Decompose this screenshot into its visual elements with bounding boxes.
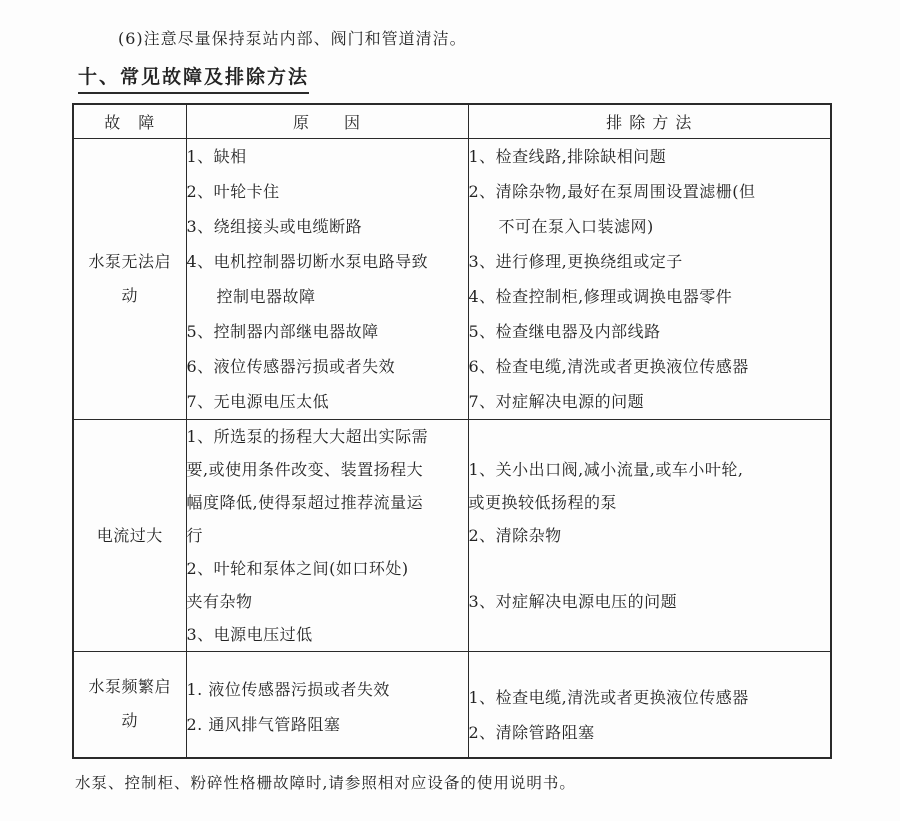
- cell-line: 夹有杂物: [186, 592, 253, 611]
- cell-line: 1、关小出口阀,减小流量,或车小叶轮,: [468, 460, 744, 479]
- fault-line: 电流过大: [96, 526, 163, 545]
- cell-line: 行: [186, 526, 204, 545]
- remedy-cell: [468, 652, 831, 758]
- cell-line: 2、叶轮卡住: [186, 182, 280, 201]
- fault-line: 动: [121, 286, 138, 305]
- cell-line: 2、清除杂物: [468, 526, 562, 545]
- fault-cell: [73, 652, 186, 758]
- cell-line: 5、检查继电器及内部线路: [468, 322, 661, 341]
- column-header-0: 故 障: [73, 104, 186, 139]
- cell-line: 6、检查电缆,清洗或者更换液位传感器: [468, 357, 749, 376]
- cause-cell: [186, 420, 468, 652]
- table-row-2: [73, 652, 831, 758]
- cell-line: 2、清除杂物,最好在泵周围设置滤栅(但: [468, 182, 756, 201]
- column-header-2: 排 除 方 法: [468, 104, 831, 139]
- cell-line: 4、电机控制器切断水泵电路导致: [186, 252, 429, 271]
- table-row-0: [73, 139, 831, 420]
- cell-line: 4、检查控制柜,修理或调换电器零件: [468, 287, 733, 306]
- cell-line: 1、检查电缆,清洗或者更换液位传感器: [468, 688, 749, 708]
- cell-line: 幅度降低,使得泵超过推荐流量运: [186, 493, 424, 512]
- remedy-cell: [468, 420, 831, 652]
- cell-line: 3、对症解决电源电压的问题: [468, 592, 678, 611]
- cell-line: 3、进行修理,更换绕组或定子: [468, 252, 683, 271]
- fault-table: [72, 103, 832, 759]
- cell-line: 7、无电源电压太低: [186, 392, 330, 411]
- cell-line: 2、清除管路阻塞: [468, 723, 595, 743]
- fault-line: 水泵频繁启: [88, 677, 171, 697]
- remedy-cell: [468, 139, 831, 420]
- fault-line: 动: [121, 711, 138, 731]
- cell-line: 控制电器故障: [216, 287, 316, 306]
- cell-line: 3、绕组接头或电缆断路: [186, 217, 363, 236]
- fault-table-body: [73, 139, 831, 758]
- cell-line: 1. 液位传感器污损或者失效: [186, 680, 390, 700]
- column-header-1: 原 因: [186, 104, 468, 139]
- section-heading: 十、常见故障及排除方法: [78, 62, 309, 94]
- cell-line: 要,或使用条件改变、装置扬程大: [186, 460, 424, 479]
- cell-line: 或更换较低扬程的泵: [468, 493, 618, 512]
- cell-line: 3、电源电压过低: [186, 625, 313, 644]
- cell-line: 2. 通风排气管路阻塞: [186, 715, 341, 735]
- fault-cell: [73, 139, 186, 420]
- cell-line: 不可在泵入口装滤网): [498, 217, 654, 236]
- cell-line: 1、所选泵的扬程大大超出实际需: [186, 427, 429, 446]
- cause-cell: [186, 139, 468, 420]
- table-row-1: [73, 420, 831, 652]
- cell-line: 6、液位传感器污损或者失效: [186, 357, 396, 376]
- cell-line: 1、缺相: [186, 147, 247, 166]
- footnote: 水泵、控制柜、粉碎性格栅故障时,请参照相对应设备的使用说明书。: [75, 774, 576, 792]
- fault-cell: [73, 420, 186, 652]
- cell-line: [469, 552, 831, 585]
- cell-line: 2、叶轮和泵体之间(如口环处): [186, 559, 409, 578]
- header-row: [73, 104, 831, 139]
- cell-line: 5、控制器内部继电器故障: [186, 322, 379, 341]
- cell-line: 1、检查线路,排除缺相问题: [468, 147, 667, 166]
- intro-line: (6)注意尽量保持泵站内部、阀门和管道清洁。: [118, 29, 467, 48]
- cell-line: 7、对症解决电源的问题: [468, 392, 645, 411]
- fault-line: 水泵无法启: [88, 252, 171, 271]
- cause-cell: [186, 652, 468, 758]
- fault-table-header: [73, 104, 831, 139]
